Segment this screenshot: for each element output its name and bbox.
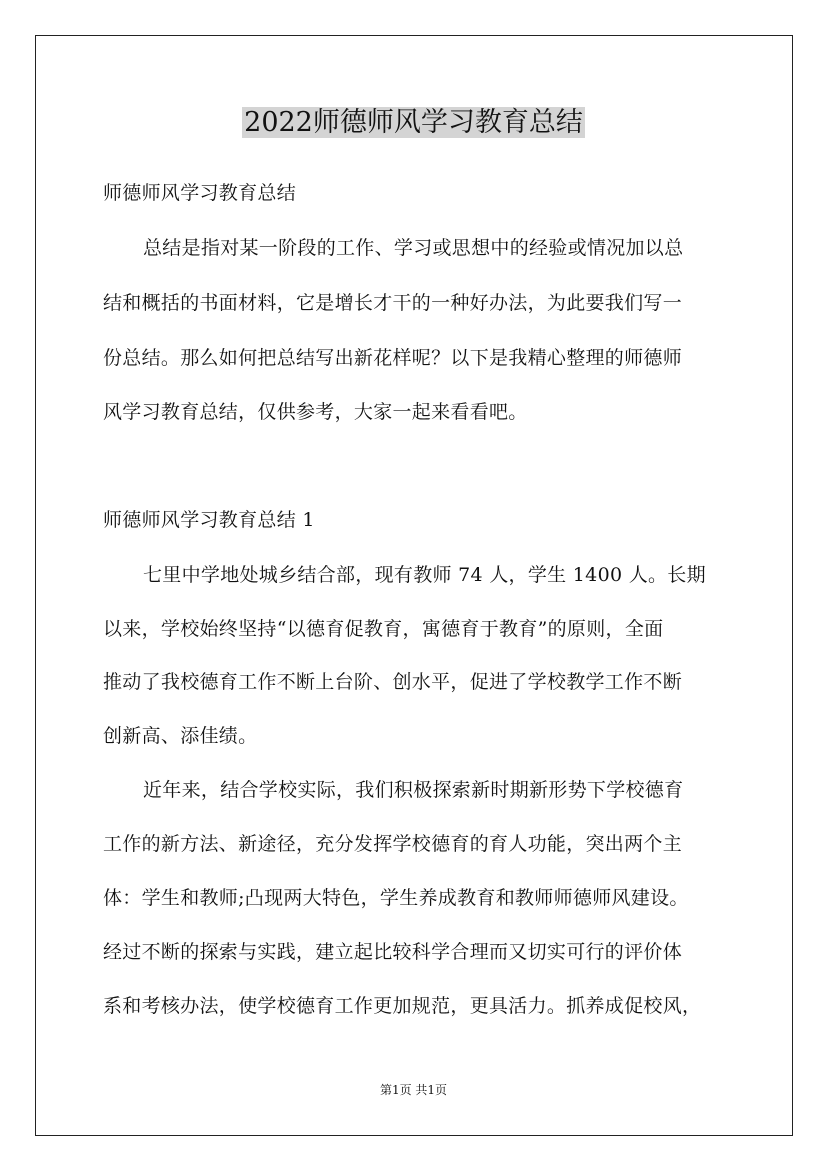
para1-line-3: 推动了我校德育工作不断上台阶、创水平，促进了学校教学工作不断 xyxy=(103,671,683,693)
para1-line-1: 七里中学地处城乡结合部，现有教师 74 人，学生 1400 人。长期 xyxy=(143,564,706,586)
intro-line-3: 份总结。那么如何把总结写出新花样呢？以下是我精心整理的师德师 xyxy=(103,347,683,369)
para2-line-3: 体：学生和教师;凸现两大特色，学生养成教育和教师师德师风建设。 xyxy=(103,887,689,909)
para1-line-2: 以来，学校始终坚持“以德育促教育，寓德育于教育”的原则，全面 xyxy=(103,618,664,640)
para2-line-4: 经过不断的探索与实践，建立起比较科学合理而又切实可行的评价体 xyxy=(103,941,683,963)
intro-line-4: 风学习教育总结，仅供参考，大家一起来看看吧。 xyxy=(103,401,528,423)
page-footer: 第1页 共1页 xyxy=(379,1083,448,1097)
document-title-text: 2022师德师风学习教育总结 xyxy=(244,107,583,138)
para2-line-2: 工作的新方法、新途径，充分发挥学校德育的育人功能，突出两个主 xyxy=(103,833,683,855)
intro-line-2: 结和概括的书面材料，它是增长才干的一种好办法，为此要我们写一 xyxy=(103,292,683,314)
para2-line-5: 系和考核办法，使学校德育工作更加规范，更具活力。抓养成促校风， xyxy=(103,995,702,1017)
section-heading: 师德师风学习教育总结 1 xyxy=(103,509,315,531)
para1-line-4: 创新高、添佳绩。 xyxy=(103,725,258,747)
document-title xyxy=(0,103,827,143)
document-subtitle: 师德师风学习教育总结 xyxy=(103,182,297,204)
para2-line-1: 近年来，结合学校实际，我们积极探索新时期新形势下学校德育 xyxy=(143,779,684,801)
intro-line-1: 总结是指对某一阶段的工作、学习或思想中的经验或情况加以总 xyxy=(143,237,684,259)
